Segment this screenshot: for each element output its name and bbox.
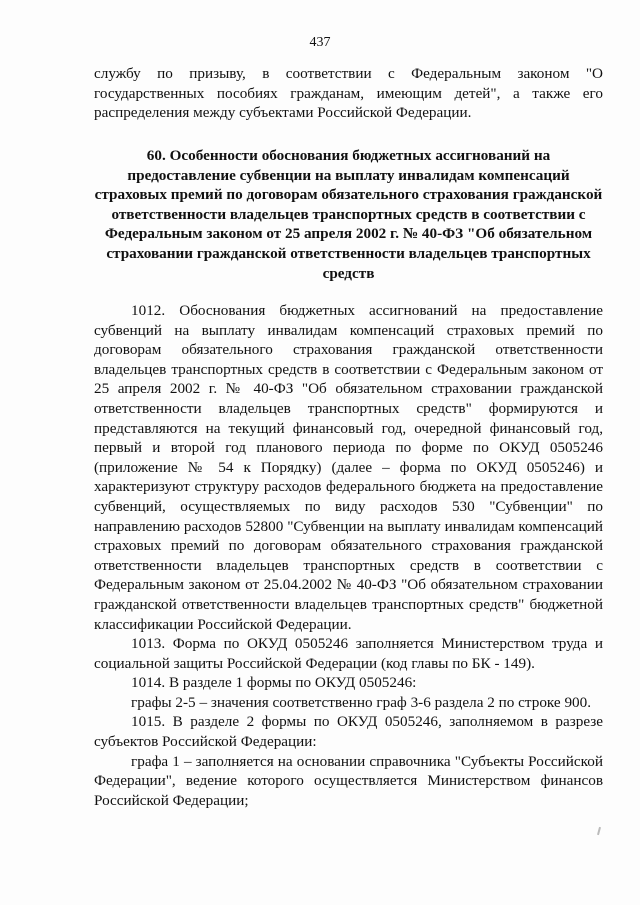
section-heading: 60. Особенности обоснования бюджетных ассигнований на предоставление субвенции на выплату инвалидам компенсаций страховых премий по договорам обязательного страхования гражданской ответственности владельцев транспортных средств в соответствии с Федеральным законом от 25 апреля 2002 г. № 40-ФЗ "Об обязательном страховании гражданской ответственности владельцев транспортных средств (94, 147, 603, 282)
paragraph-columns-2-5: графы 2-5 – значения соответственно граф 3-6 раздела 2 по строке 900. (131, 693, 592, 711)
paragraph-1015: 1015. В разделе 2 формы по ОКУД 0505246, заполняемом в разрезе субъектов Российской Федерации: (94, 713, 603, 751)
intro-paragraph: службу по призыву, в соответствии с Федеральным законом "О государственных пособиях гражданам, имеющим детей", а также его распределения между субъектами Российской Федерации. (94, 65, 603, 122)
paragraph-column-1: графа 1 – заполняется на основании справочника "Субъекты Российской Федерации", ведение которого осуществляется Министерством финансов Российской Федерации; (94, 752, 603, 809)
scan-mark (597, 827, 601, 835)
paragraph-1012: 1012. Обоснования бюджетных ассигнований на предоставление субвенций на выплату инвалидам компенсаций страховых премий по договорам обязательного страхования гражданской ответственности владельцев транспортных средств в соответствии с Федеральным законом от 25 апреля 2002 г. № 40-ФЗ "Об обязательном страховании гражданской ответственности владельцев транспортных средств" формируются и представляются на текущий финансовый год, очередной финансовый год, первый и второй год планового периода по форме по ОКУД 0505246 (приложение № 54 к Порядку) (далее – форма по ОКУД 0505246) и характеризуют структуру расходов федерального бюджета на предоставление субвенций, осуществляемых по виду расходов 530 "Субвенции" по направлению расходов 52800 "Субвенции на выплату инвалидам компенсаций страховых премий по договорам обязательного страхования гражданской ответственности владельцев транспортных средств в соответствии с Федеральным законом от 25.04.2002 № 40-ФЗ "Об обязательном страховании гражданской ответственности владельцев транспортных средств" бюджетной классификации Российской Федерации. (94, 302, 603, 633)
paragraph-1013: 1013. Форма по ОКУД 0505246 заполняется Министерством труда и социальной защиты Российской Федерации (код главы по БК - 149). (94, 635, 603, 672)
body-text (94, 301, 603, 810)
paragraph-1014: 1014. В разделе 1 формы по ОКУД 0505246: (131, 674, 417, 692)
intro-block (94, 64, 603, 123)
page-number: 437 (309, 35, 331, 50)
